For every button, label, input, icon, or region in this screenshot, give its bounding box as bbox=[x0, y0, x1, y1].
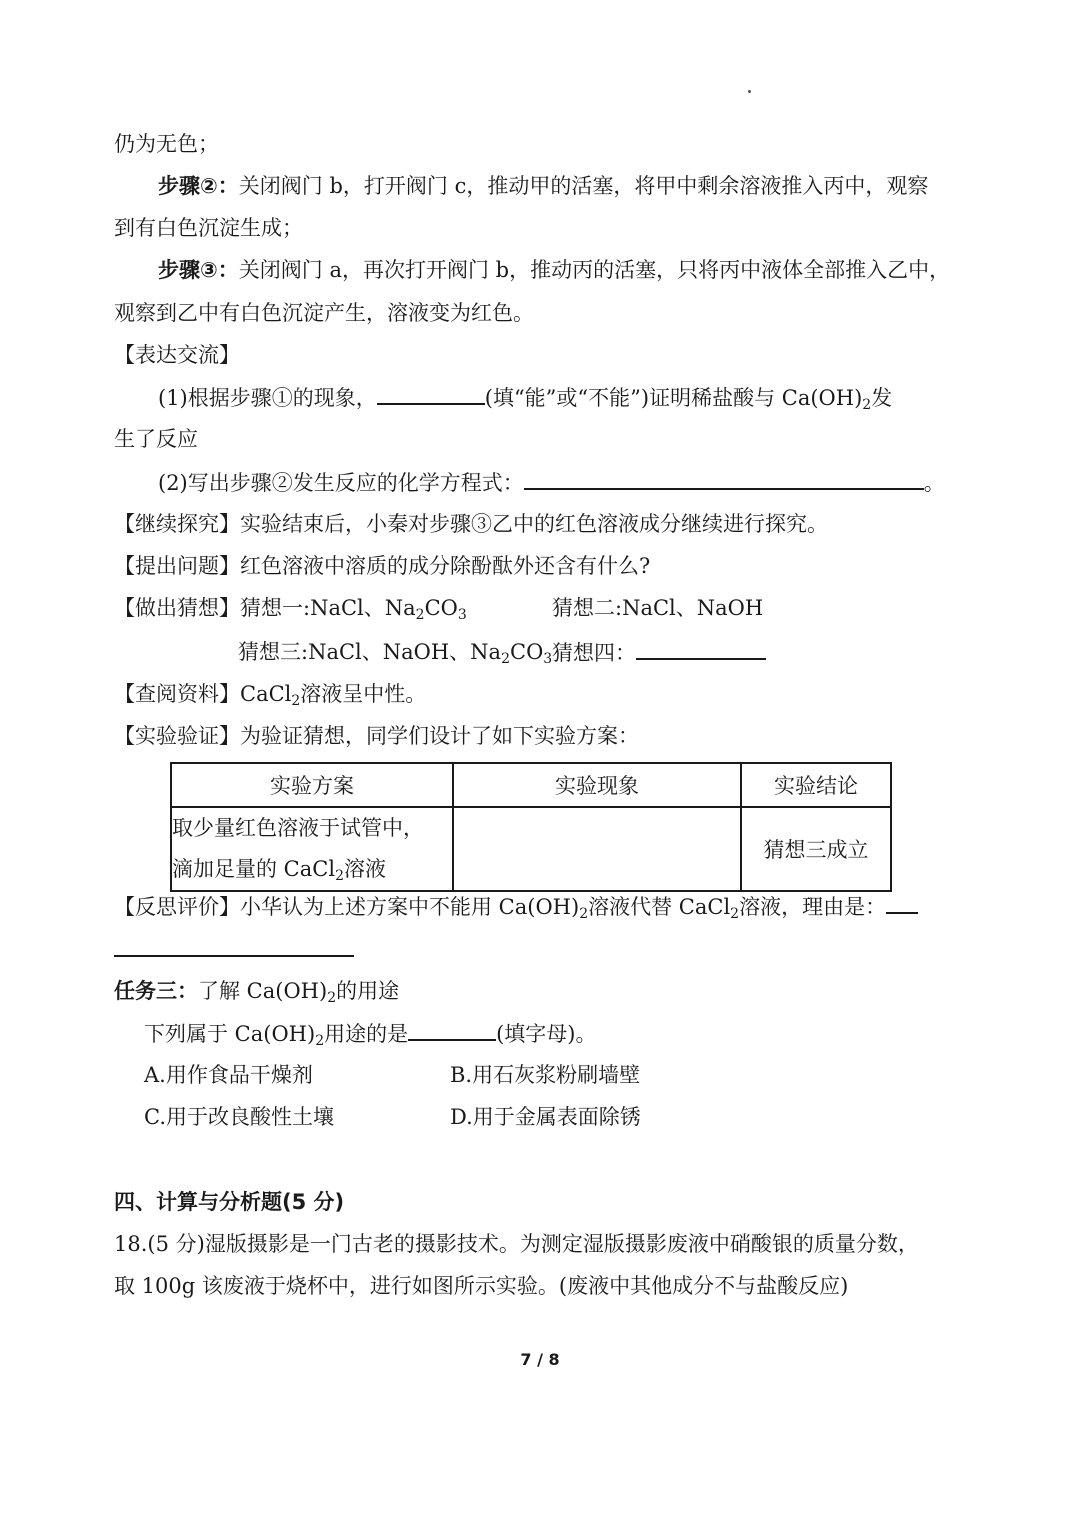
reflect-line: 【反思评价】小华认为上述方案中不能用 $Ca(OH)_2$溶液代替 CaCl$_2$溶液，理由是： bbox=[114, 892, 918, 921]
verify-line: 【实验验证】为验证猜想，同学们设计了如下实验方案： bbox=[114, 724, 639, 748]
step2-cont: 到有白色沉淀生成； bbox=[114, 216, 303, 240]
td-conclusion: 猜想三成立 bbox=[741, 807, 891, 891]
td-phenomenon[interactable] bbox=[453, 807, 741, 891]
task3-label: 任务三： bbox=[114, 979, 198, 1003]
express-heading: 【表达交流】 bbox=[114, 343, 240, 367]
th-phenomenon: 实验现象 bbox=[453, 763, 741, 807]
use-question: 下列属于 $Ca(OH)_2$用途的是 (填字母)。 bbox=[144, 1019, 597, 1048]
q1-cont: 生了反应 bbox=[114, 427, 198, 451]
option-b: B.用石灰浆粉刷墙壁 bbox=[450, 1063, 641, 1087]
step3-text: 关闭阀门 a，再次打开阀门 b，推动丙的活塞，只将丙中液体全部推入乙中， bbox=[238, 258, 951, 282]
q2-text: (2)写出步骤②发生反应的化学方程式： bbox=[158, 471, 524, 495]
step2-line bbox=[158, 172, 928, 200]
step2-label: 步骤②： bbox=[158, 174, 239, 198]
q2-end: 。 bbox=[923, 471, 945, 495]
q1-text-a: (1)根据步骤①的现象， bbox=[158, 386, 377, 410]
question-2 bbox=[158, 468, 945, 497]
question-18-line-2: 取 100g 该废液于烧杯中，进行如图所示实验。(废液中其他成分不与盐酸反应) bbox=[114, 1274, 849, 1298]
answer-blank-hypothesis-4[interactable] bbox=[636, 638, 766, 660]
question-18-line-1: 18.(5 分)湿版摄影是一门古老的摄影技术。为测定湿版摄影废液中硝酸银的质量分数， bbox=[114, 1232, 919, 1256]
answer-blank-equation[interactable] bbox=[524, 468, 924, 490]
q1-text-b: (填“能”或“不能”)证明稀盐酸与 Ca(OH) bbox=[484, 386, 863, 410]
answer-line-reason[interactable] bbox=[114, 955, 354, 957]
speck-dot bbox=[748, 90, 751, 93]
plan-line-2: 滴加足量的 CaCl$_2$溶液 bbox=[172, 857, 386, 884]
q1-text-c: 发 bbox=[871, 386, 893, 410]
page-number: 7 / 8 bbox=[520, 1350, 560, 1369]
th-plan: 实验方案 bbox=[171, 763, 453, 807]
plan-line-1: 取少量红色溶液于试管中， bbox=[172, 816, 424, 840]
hypothesis-heading: 【做出猜想】 bbox=[114, 596, 240, 620]
question-1 bbox=[158, 383, 892, 412]
hypothesis-3: 猜想三:NaCl、NaOH、$Na_2CO_3$ bbox=[238, 640, 553, 667]
th-conclusion: 实验结论 bbox=[741, 763, 891, 807]
td-plan bbox=[171, 807, 453, 891]
q1-subscript: 2 bbox=[862, 397, 872, 413]
continue-line: 【继续探究】实验结束后，小秦对步骤③乙中的红色溶液成分继续进行探究。 bbox=[114, 512, 828, 536]
hypothesis-row-1 bbox=[114, 594, 467, 622]
table-header-row bbox=[171, 763, 891, 807]
experiment-table bbox=[170, 762, 892, 892]
answer-blank-1[interactable] bbox=[377, 383, 485, 405]
hypothesis-2: 猜想二:NaCl、NaOH bbox=[552, 596, 764, 620]
step3-cont: 观察到乙中有白色沉淀产生，溶液变为红色。 bbox=[114, 301, 534, 325]
hypothesis-4 bbox=[552, 638, 766, 667]
hypothesis-4-label: 猜想四： bbox=[552, 641, 636, 665]
table-row bbox=[171, 807, 891, 891]
step3-line bbox=[158, 256, 950, 284]
reference-line: 【查阅资料】CaCl$_2$溶液呈中性。 bbox=[114, 682, 427, 709]
line-still-colorless: 仍为无色； bbox=[114, 132, 219, 156]
option-c: C.用于改良酸性土壤 bbox=[144, 1105, 334, 1129]
hypothesis-1: 猜想一:NaCl、$Na_2CO_3$ bbox=[240, 596, 467, 623]
step2-text: 关闭阀门 b，打开阀门 c，推动甲的活塞，将甲中剩余溶液推入丙中，观察 bbox=[238, 174, 929, 198]
question-line: 【提出问题】红色溶液中溶质的成分除酚酞外还含有什么? bbox=[114, 554, 651, 578]
option-d: D.用于金属表面除锈 bbox=[450, 1105, 641, 1129]
answer-blank-use[interactable] bbox=[408, 1019, 496, 1041]
option-a: A.用作食品干燥剂 bbox=[144, 1063, 313, 1087]
step3-label: 步骤③： bbox=[158, 258, 239, 282]
section-4-heading: 四、计算与分析题(5 分) bbox=[114, 1190, 345, 1214]
task3-heading: 任务三：了解 $Ca(OH)_2$的用途 bbox=[114, 979, 400, 1006]
answer-blank-reason[interactable] bbox=[886, 892, 918, 914]
